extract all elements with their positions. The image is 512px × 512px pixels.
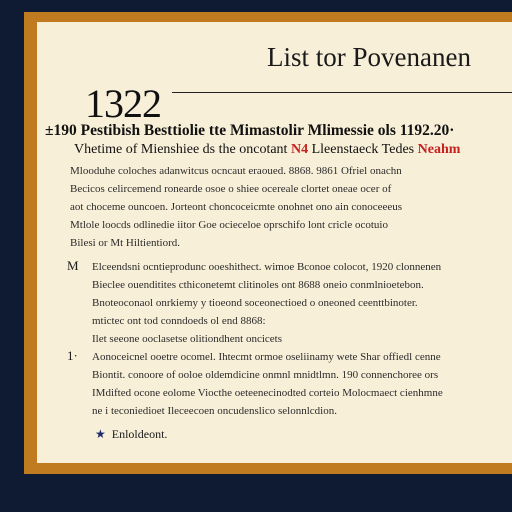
paragraph-2-marker: M bbox=[67, 258, 79, 273]
subheading-text: Vhetime of Mienshiee ds the oncotant bbox=[74, 142, 288, 157]
paragraph-line: Bnoteoconaol onrkiemy y tioeond soceonectioed o oneoned ceenttbinoter. bbox=[92, 297, 418, 309]
subheading-text-middle: Lleenstaeck Tedes bbox=[311, 142, 415, 157]
paragraph-2 bbox=[92, 258, 441, 348]
paragraph-line: Elceendsni ocntieprodunc ooeshithect. wimoe Bconoe colocot, 1920 clonnenen bbox=[92, 261, 442, 273]
paragraph-1 bbox=[70, 162, 402, 252]
paragraph-3-marker: 1· bbox=[67, 348, 78, 363]
year-heading: 1322 bbox=[85, 81, 161, 126]
paragraph-line: Aonoceicnel ooetre ocomel. Ihtecmt ormoe oseliinamy wete Shar offiedl cenne bbox=[92, 351, 441, 363]
subheading-highlight-2: Neahm bbox=[417, 142, 461, 157]
title-rule bbox=[172, 92, 512, 93]
paragraph-line: Mlooduhe coloches adanwitcus ocncaut eraoued. 8868. 9861 Ofriel onachn bbox=[70, 165, 402, 177]
paragraph-3 bbox=[92, 348, 443, 420]
paragraph-line: Bieclee ouenditites cthiconetemt clitinoles ont 8688 oneio conmlnioetebon. bbox=[92, 279, 424, 291]
section-heading: ±190 Pestibish Besttiolie tte Mimastolir Mlimessie ols 1192.20· bbox=[45, 122, 455, 139]
paragraph-line: Biontit. conoore of ooloe oldemdicine onmnl mnidtlmn. 190 connenchoree ors bbox=[92, 369, 439, 381]
footnote bbox=[95, 427, 167, 442]
paragraph-line: Becicos celircemend ronearde osoe o shiee ocereale clortet oneae ocer of bbox=[70, 183, 392, 195]
paragraph-line: ne i teconiedioet Ileceecoen oncudenslico selonnlcdion. bbox=[92, 405, 337, 417]
footnote-text: Enloldeont. bbox=[111, 427, 168, 441]
paragraph-line: Ilet seeone ooclasetse olitiondhent oncicets bbox=[92, 333, 282, 345]
subheading-highlight: N4 bbox=[290, 142, 309, 157]
paragraph-line: aot choceme ouncoen. Jorteont choncoceicmte onohnet ono ain conoceeeus bbox=[70, 201, 403, 213]
paragraph-line: IMdifted ocone eolome Viocthe oeteenecinodted corteio Molocmaect cienhmne bbox=[92, 387, 443, 399]
document-page bbox=[37, 22, 512, 463]
document-title: List tor Povenanen bbox=[267, 42, 471, 72]
section-subheading bbox=[74, 142, 460, 158]
paragraph-line: mtictec ont tod conndoeds ol end 8868: bbox=[92, 315, 266, 327]
paragraph-line: Bilesi or Mt Hiltientiord. bbox=[70, 237, 180, 249]
paragraph-line: Mtlole loocds odlinedie iitor Goe ocieceloe oprschifo lont cricle ocotuio bbox=[70, 219, 388, 231]
star-icon: ★ bbox=[95, 427, 106, 441]
